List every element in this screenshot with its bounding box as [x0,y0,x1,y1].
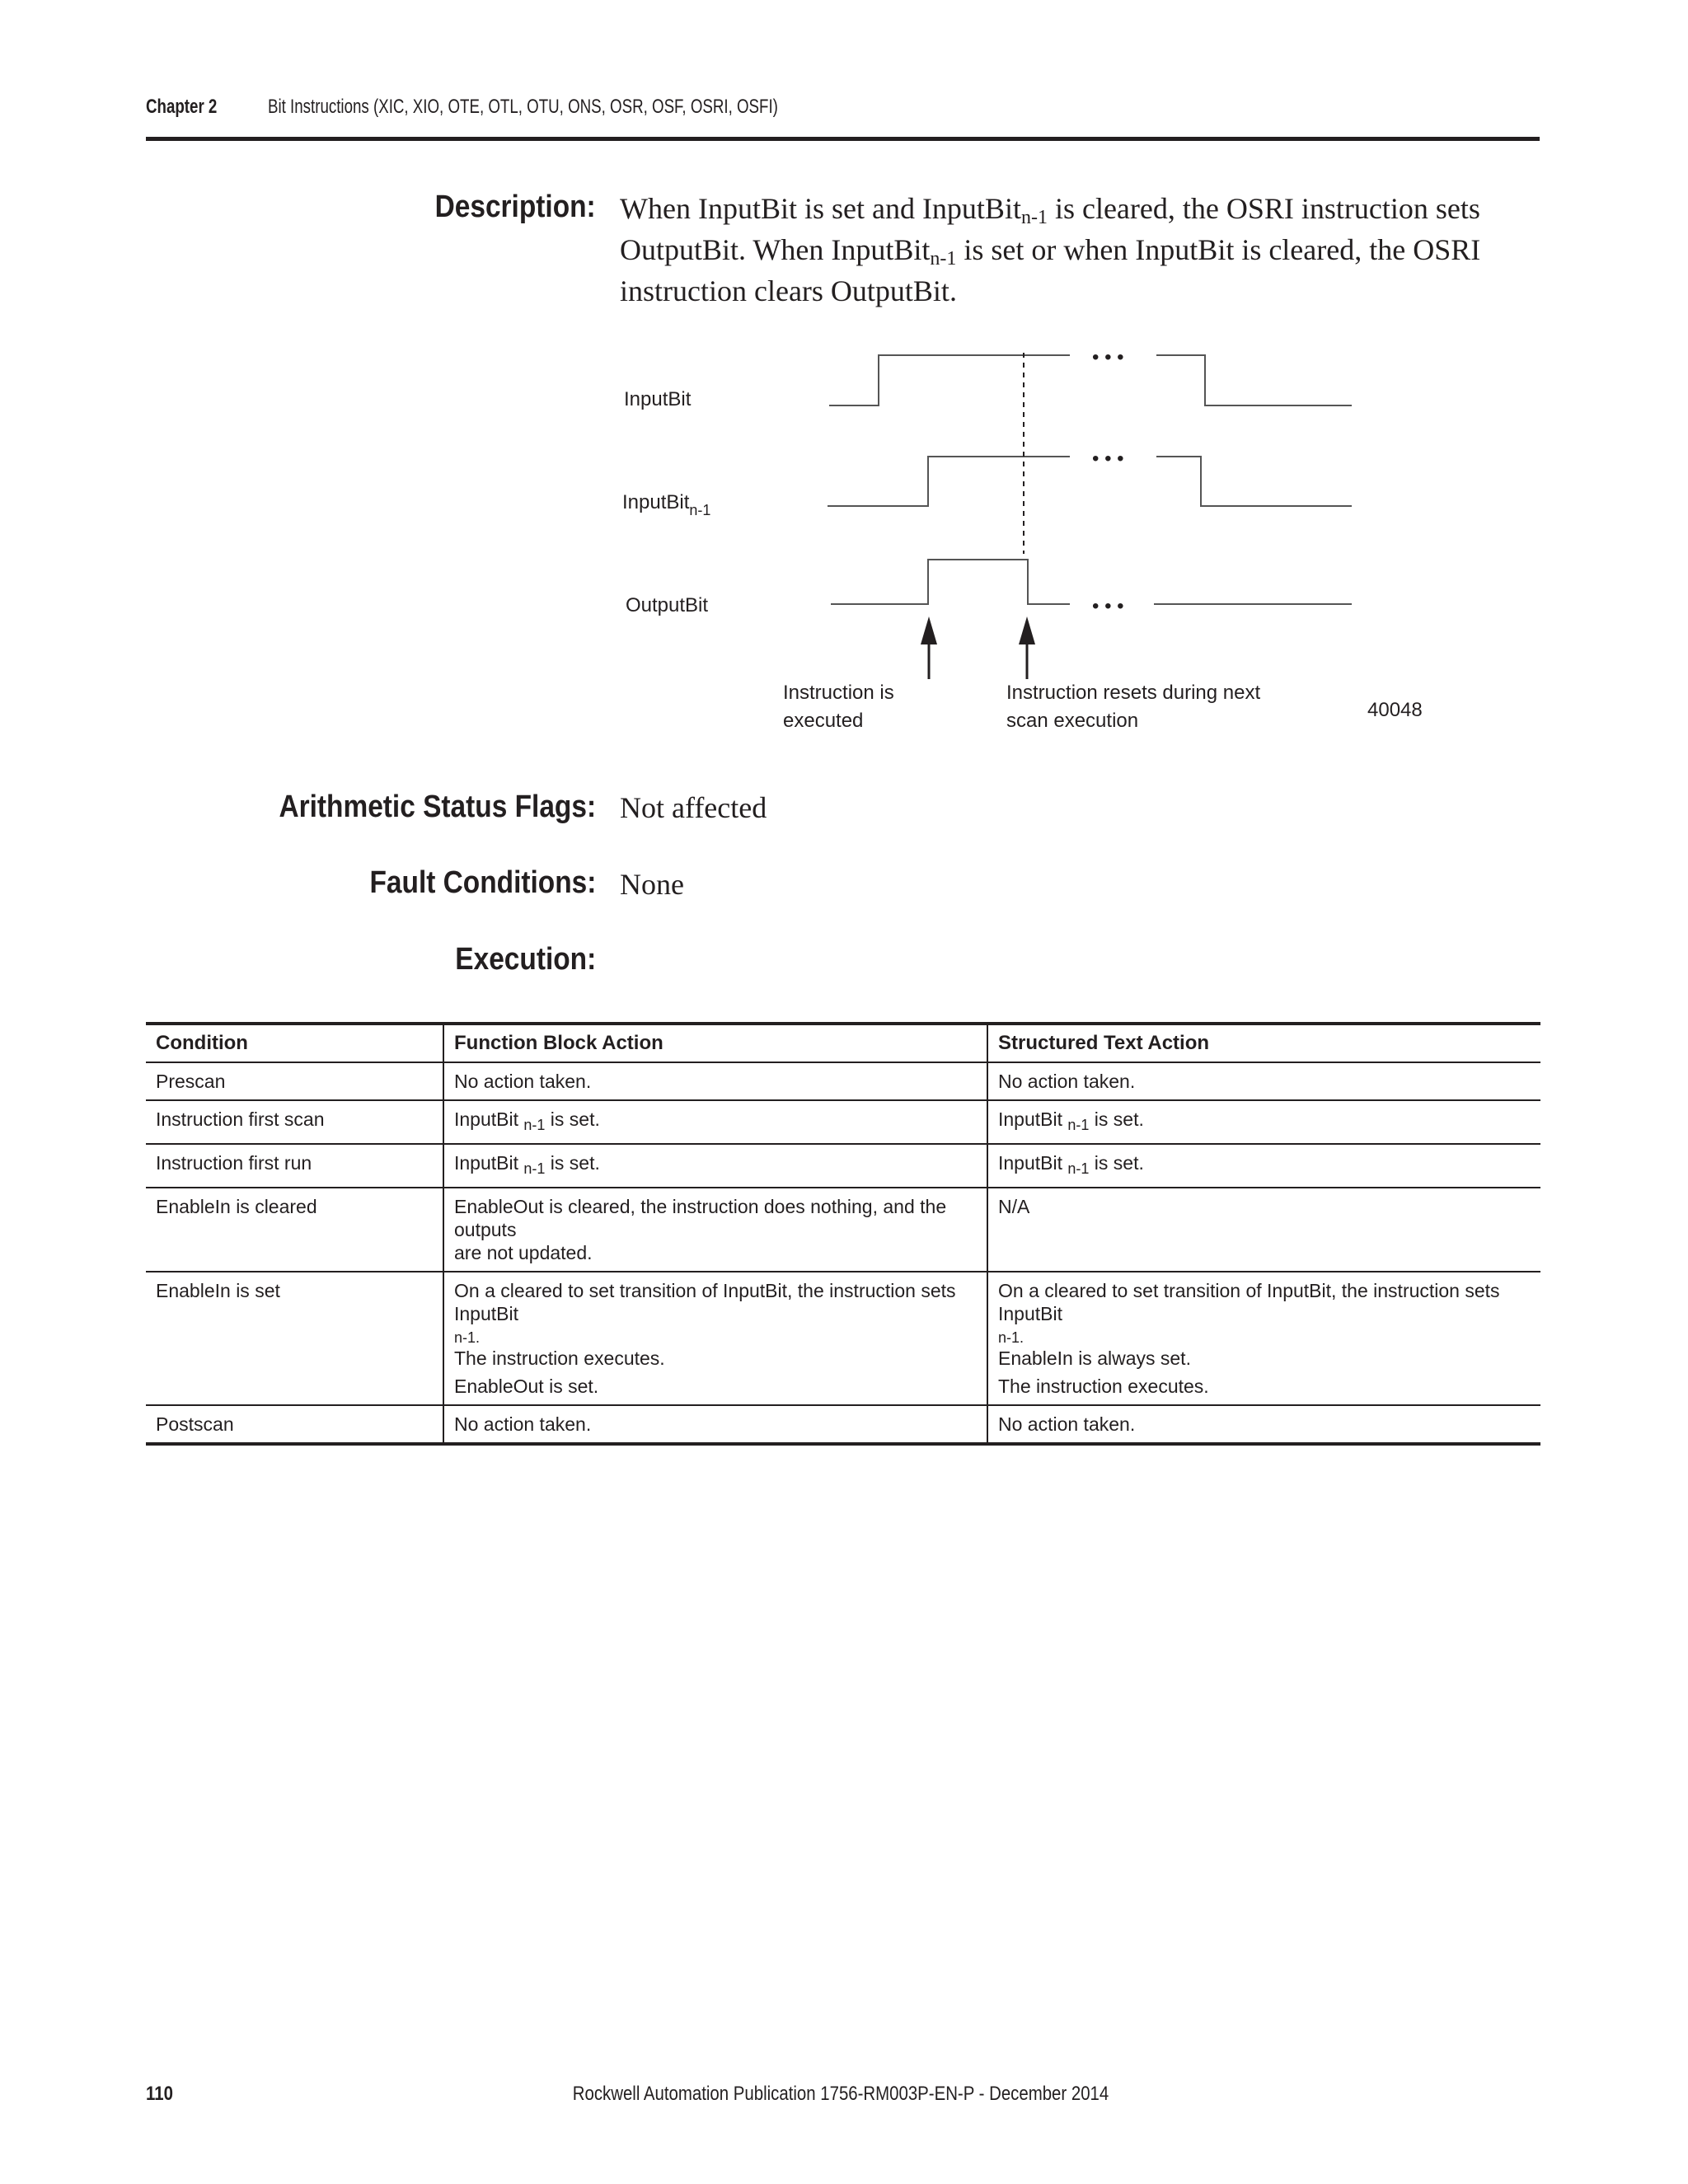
cell-fb-action: On a cleared to set transition of InputBit, the instruction sets InputBit n-1. The instruction executes. EnableOut is set. [443,1272,987,1405]
figure-number: 40048 [1367,699,1423,721]
cell-st-action: No action taken. [987,1405,1540,1444]
fault-conditions-label: Fault Conditions: [369,865,596,900]
inputbit-waveform [829,355,1070,405]
chapter-label: Chapter 2 [146,96,218,118]
note-resets-line-2: scan execution [1006,710,1139,732]
column-header-function-block: Function Block Action [443,1024,987,1062]
cell-condition: Postscan [146,1405,443,1444]
note-executed-line-1: Instruction is [783,682,894,704]
cell-st-action: InputBit $_{n-1}$ is set. [987,1100,1540,1144]
description-line-1: When InputBit is set and InputBit$_{n-1}$ is cleared, the OSRI instruction sets [620,192,1480,228]
cell-st-action: On a cleared to set transition of InputBit, the instruction sets InputBit n-1. EnableIn is always set. The instruction executes. [987,1272,1540,1405]
table-row [146,1062,1540,1100]
fault-conditions-value: None [620,868,684,901]
description-text [620,188,1480,312]
description-label: Description: [434,190,596,224]
page-number: 110 [146,2083,173,2105]
arithmetic-flags-value: Not affected [620,791,767,824]
column-header-structured-text: Structured Text Action [987,1024,1540,1062]
cell-condition: Instruction first run [146,1144,443,1188]
cell-fb-action: InputBit $_{n-1}$ is set. [443,1100,987,1144]
inputbit-prev-waveform [828,457,1070,506]
cell-condition: EnableIn is set [146,1272,443,1405]
note-executed-line-2: executed [783,710,864,732]
arrow-resets-icon [1019,616,1035,679]
cell-fb-action: No action taken. [443,1062,987,1100]
chapter-title: Bit Instructions (XIC, XIO, OTE, OTL, OTU, ONS, OSR, OSF, OSRI, OSFI) [268,96,778,118]
label-outputbit: OutputBit [626,594,709,616]
cell-condition: Prescan [146,1062,443,1100]
execution-label: Execution: [455,942,596,977]
page-header [146,92,1540,141]
outputbit-waveform [831,560,1070,604]
cell-st-action: N/A [987,1188,1540,1272]
label-inputbit-prev: InputBit$_{n-1}$ [622,491,711,518]
execution-table [146,1022,1540,1446]
description-line-2: OutputBit. When InputBit$_{n-1}$ is set or when InputBit is cleared, the OSRI [620,233,1481,269]
publication-info: Rockwell Automation Publication 1756-RM003P-EN-P - December 2014 [572,2083,1109,2105]
note-resets-line-1: Instruction resets during next [1006,682,1261,704]
cell-st-action: No action taken. [987,1062,1540,1100]
inputbit-ellipsis: • • • [1092,346,1124,368]
arithmetic-flags-label: Arithmetic Status Flags: [279,790,596,824]
table-row [146,1144,1540,1188]
table-row [146,1405,1540,1444]
label-inputbit: InputBit [624,388,692,410]
inputbit-prev-waveform-tail [1156,457,1352,506]
outputbit-ellipsis: • • • [1092,595,1124,617]
table-header-row [146,1024,1540,1062]
column-header-condition: Condition [146,1024,443,1062]
table-row [146,1188,1540,1272]
arrow-executed-icon [921,616,937,679]
table-row [146,1100,1540,1144]
timing-diagram [610,338,1459,750]
inputbit-prev-ellipsis: • • • [1092,448,1124,470]
table-row [146,1272,1540,1405]
cell-fb-action: InputBit $_{n-1}$ is set. [443,1144,987,1188]
cell-fb-action: No action taken. [443,1405,987,1444]
cell-st-action: InputBit $_{n-1}$ is set. [987,1144,1540,1188]
cell-condition: Instruction first scan [146,1100,443,1144]
inputbit-waveform-tail [1156,355,1352,405]
description-line-3: instruction clears OutputBit. [620,274,957,307]
cell-condition: EnableIn is cleared [146,1188,443,1272]
cell-fb-action: EnableOut is cleared, the instruction does nothing, and the outputs are not updated. [443,1188,987,1272]
